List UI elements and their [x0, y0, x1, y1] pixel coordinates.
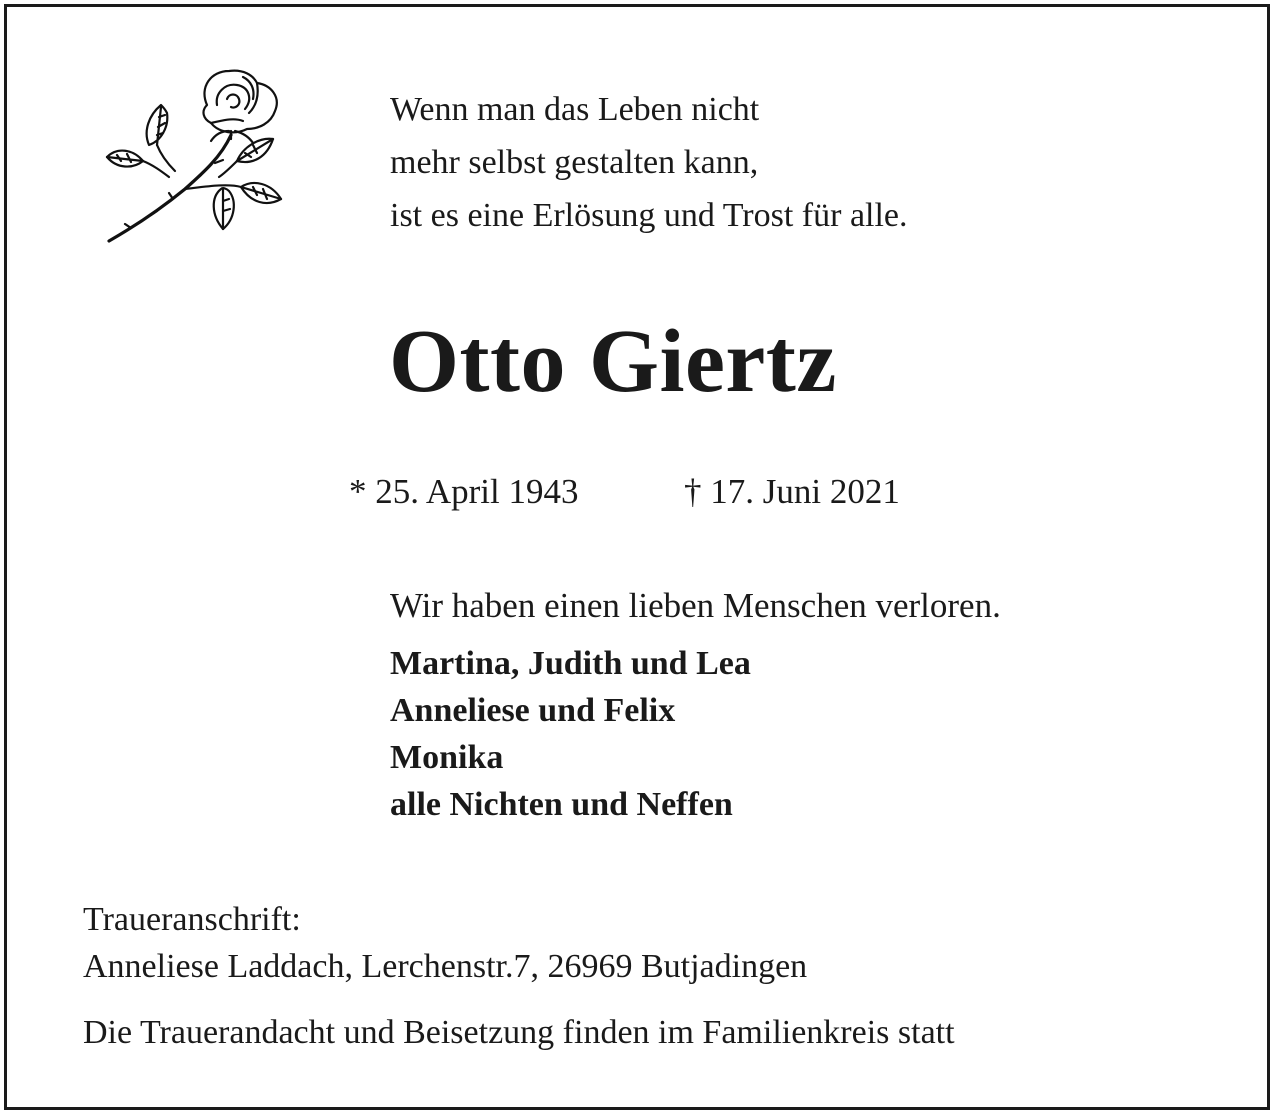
quote-line: mehr selbst gestalten kann, — [390, 144, 759, 181]
address-value: Anneliese Laddach, Lerchenstr.7, 26969 Butjadingen — [83, 948, 808, 985]
mourning-address — [83, 896, 807, 990]
quote — [390, 83, 908, 242]
birth-date: * 25. April 1943 — [349, 472, 579, 511]
mourner-entry: Monika — [390, 739, 504, 776]
death-date: † 17. Juni 2021 — [684, 472, 900, 511]
rose-icon — [103, 65, 285, 245]
quote-line: ist es eine Erlösung und Trost für alle. — [390, 197, 908, 234]
obituary-frame — [4, 4, 1270, 1110]
mourner-entry: Anneliese und Felix — [390, 692, 676, 729]
quote-line: Wenn man das Leben nicht — [390, 91, 760, 128]
condolence-message: Wir haben einen lieben Menschen verloren. — [390, 586, 1001, 625]
mourner-entry: Martina, Judith und Lea — [390, 645, 751, 682]
funeral-notice: Die Trauerandacht und Beisetzung finden im Familienkreis statt — [83, 1014, 955, 1051]
deceased-name: Otto Giertz — [389, 312, 837, 411]
address-label: Traueranschrift: — [83, 901, 301, 938]
mourner-entry: alle Nichten und Neffen — [390, 786, 733, 823]
mourners-list — [390, 640, 751, 828]
